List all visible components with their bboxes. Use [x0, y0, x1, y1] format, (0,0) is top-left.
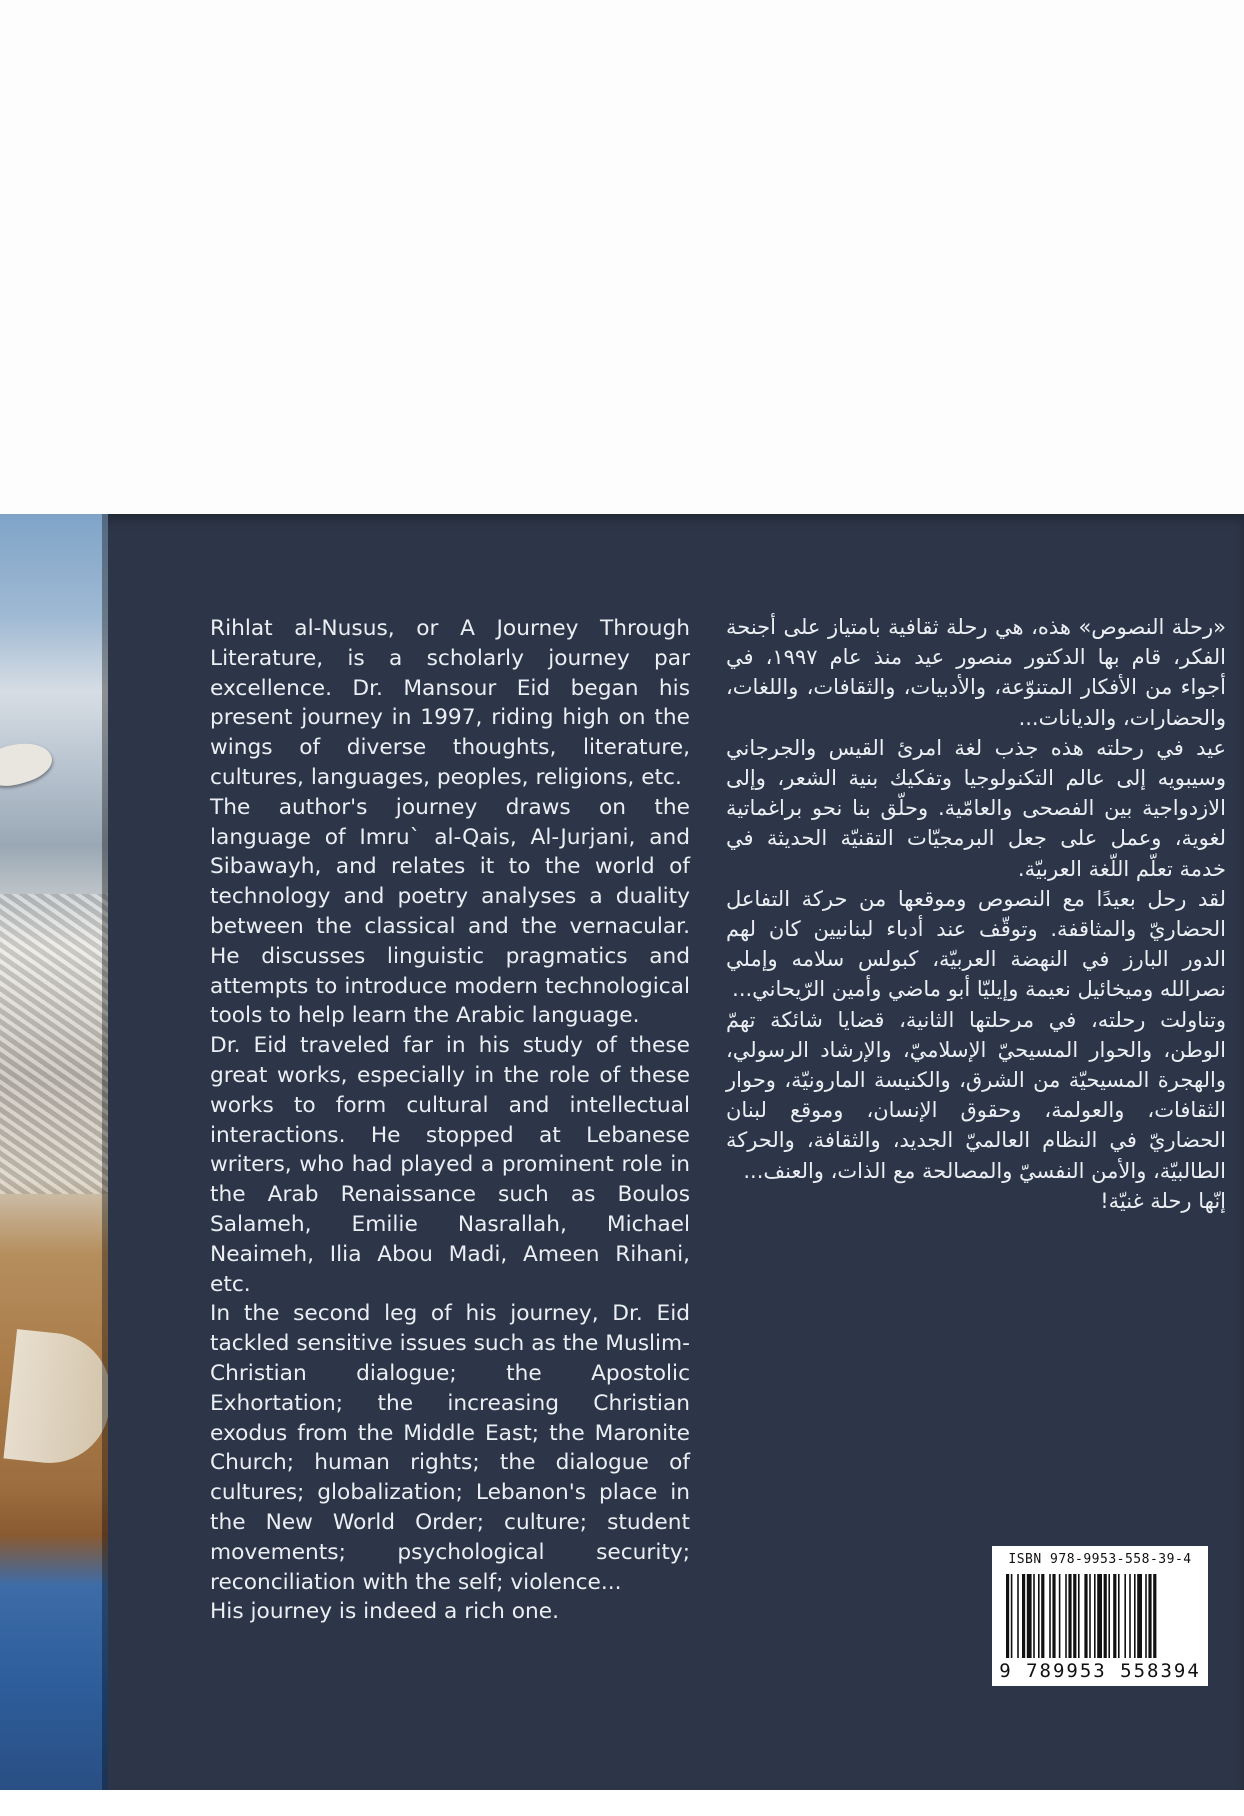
english-paragraph-2: The author's journey draws on the language of Imru` al-Qais, Al-Jurjani, and Sibawayh, and relates it to the world of technology and poetry analyses a duality between the classical and the vernacular. He discusses linguistic pragmatics and attempts to introduce modern technological tools to help learn the Arabic language. — [210, 794, 690, 1029]
arabic-paragraph-3: لقد رحل بعيدًا مع النصوص وموقعها من حركة التفاعل الحضاريّ والمثاقفة. وتوقّف عند أدباء لبنانيين كان لهم الدور البارز في النهضة العربيّة، كبولس سلامه وإملي نصرالله وميخائيل نعيمة وإيليّا أبو ماضي وأمين الرّيحاني... — [726, 886, 1226, 1002]
barcode-bars — [1006, 1574, 1198, 1658]
english-blurb — [210, 614, 690, 1627]
back-cover — [0, 514, 1244, 1790]
arabic-paragraph-4: وتناولت رحلته، في مرحلتها الثانية، قضايا شائكة تهمّ الوطن، والحوار المسيحيّ الإسلاميّ، والإرشاد الرسولي، والهجرة المسيحيّة من الشرق، والكنيسة المارونيّة، وحوار الثقافات، والعولمة، وحقوق الإنسان، وموقع لبنان الحضاريّ في النظام العالميّ الجديد، والثقافة، والحركة الطالبيّة، والأمن النفسيّ والمصالحة مع الذات، والعنف... — [726, 1007, 1226, 1183]
flying-book-image — [0, 734, 56, 794]
ean-digits: 9 789953 558394 — [999, 1660, 1201, 1682]
scroll-image — [3, 1329, 108, 1469]
arabic-blurb — [726, 612, 1226, 1216]
english-paragraph-4: In the second leg of his journey, Dr. Eid tackled sensitive issues such as the Muslim-Christian dialogue; the Apostolic Exhortation; the increasing Christian exodus from the Middle East; the Maronite Church; human rights; the dialogue of cultures; globalization; Lebanon's place in the New World Order; culture; student movements; psychological security; reconciliation with the self; violence... — [210, 1301, 690, 1595]
arabic-paragraph-1: «رحلة النصوص» هذه، هي رحلة ثقافية بامتياز على أجنحة الفكر، قام بها الدكتور منصور عيد منذ عام ١٩٩٧، في أجواء من الأفكار المتنوّعة، والأدبيات، والثقافات، واللغات، والحضارات، والديانات... — [726, 615, 1226, 730]
english-paragraph-1: Rihlat al-Nusus, or A Journey Through Literature, is a scholarly journey par excellence. Dr. Mansour Eid began his present journey in 1997, riding high on the wings of diverse thoughts, literature, cultures, languages, peoples, religions, etc. — [210, 616, 690, 790]
english-paragraph-3: Dr. Eid traveled far in his study of these great works, especially in the role of these works to form cultural and intellectual interactions. He stopped at Lebanese writers, who had played a prominent role in the Arab Renaissance such as Boulos Salameh, Emilie Nasrallah, Michael Neaimeh, Ilia Abou Madi, Ameen Rihani, etc. — [210, 1033, 690, 1297]
isbn-barcode — [992, 1546, 1208, 1686]
spine-shadow — [102, 514, 108, 1790]
blank-page-area — [0, 0, 1244, 514]
english-paragraph-5: His journey is indeed a rich one. — [210, 1599, 559, 1625]
arabic-paragraph-2: عيد في رحلته هذه جذب لغة امرئ القيس والجرجاني وسيبويه إلى عالم التكنولوجيا وتفكيك بنية الشعر، وإلى الازدواجية بين الفصحى والعامّية. وحلّق بنا نحو براغماتية لغوية، وعمل على جعل البرمجيّات التقنيّة الحديثة في خدمة تعلّم اللّغة العربيّة. — [726, 735, 1226, 881]
isbn-label: ISBN 978-9953-558-39-4 — [1008, 1552, 1192, 1567]
cracked-earth-texture — [0, 894, 108, 1194]
front-cover-image-strip — [0, 514, 108, 1790]
arabic-paragraph-5: إنّها رحلة غنيّة! — [1100, 1188, 1226, 1213]
